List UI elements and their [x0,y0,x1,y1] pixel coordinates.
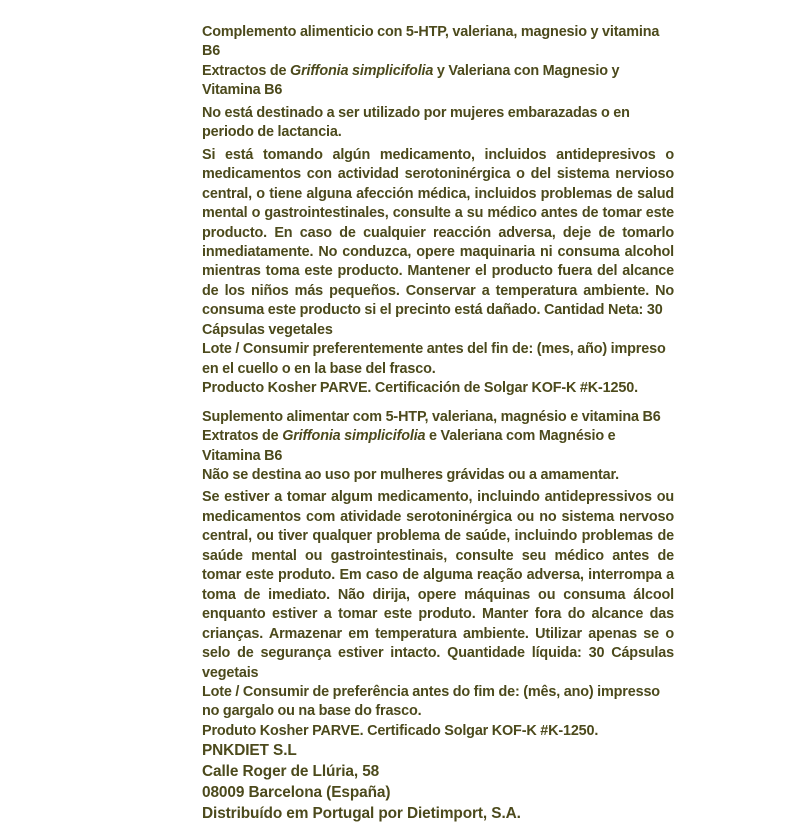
spanish-botanical-name: Griffonia simplicifolia [290,62,434,79]
portuguese-pregnancy-warning: Não se destina ao uso por mulheres grávidas ou a amamentar. [202,466,620,483]
portuguese-section [202,408,674,742]
portuguese-main-warning: Se estiver a tomar algum medicamento, incluindo antidepressivos ou medicamentos com atividade serotoninérgica ou no sistema nervoso central, ou tiver qualquer problema de saúde, incluindo problemas de saúde mental ou gastrointestinais, consulte seu médico antes de tomar este produto. Em caso de alguma reação adversa, interrompa a toma de imediato. Não dirija, opere máquinas ou consuma álcool enquanto estiver a tomar este produto. Manter fora do alcance das crianças. Armazenar em temperatura ambiente. Utilizar apenas se o selo de segurança estiver intacto. Quantidade líquida: 30 Cápsulas vegetais [202,489,674,681]
spanish-main-warning [202,146,674,341]
portuguese-extracts-suffix: e Valeriana com Magnésio e Vitamina B6 [202,428,616,464]
company-name: PNKDIET S.L [202,742,297,760]
spanish-extracts-prefix: Extractos de [202,62,291,79]
label-text-block [202,23,674,825]
company-address-block [202,741,674,824]
spanish-section [202,23,674,399]
spanish-lot-text: Lote / Consumir preferentemente antes del fin de: (mes, año) impreso en el cuello o en la base del frasco. [202,341,666,377]
company-distributor: Distribuído em Portugal por Dietimport, S.A. [202,804,521,822]
spanish-extracts-line [202,62,674,101]
company-street: Calle Roger de Llúria, 58 [202,763,380,781]
spanish-main-warning-lastline: Cápsulas vegetales [202,321,333,338]
portuguese-lot-text: Lote / Consumir de preferência antes do fim de: (mês, ano) impresso no gargalo ou na base do frasco. [202,683,660,720]
portuguese-product-line: Suplemento alimentar com 5-HTP, valeriana, magnésio e vitamina B6 [202,408,661,425]
spanish-pregnancy-warning: No está destinado a ser utilizado por mujeres embarazadas o en periodo de lactancia. [202,104,630,141]
spanish-extracts-suffix: y Valeriana con Magnesio y Vitamina B6 [202,62,620,99]
company-city: 08009 Barcelona (España) [202,783,391,801]
portuguese-extracts-prefix: Extratos de [202,428,283,445]
spanish-kosher-text: Producto Kosher PARVE. Certificación de Solgar KOF-K #K-1250. [202,380,638,397]
portuguese-extracts-line [202,427,674,466]
portuguese-botanical-name: Griffonia simplicifolia [282,428,426,445]
portuguese-kosher-text: Produto Kosher PARVE. Certificado Solgar KOF-K #K-1250. [202,722,599,739]
spanish-main-warning-body: Si está tomando algún medicamento, incluidos antidepresivos o medicamentos con actividad serotoninérgica o del sistema nervioso central, o tiene alguna afección médica, incluidos problemas de salud mental o gastrointestinales, consulte a su médico antes de tomar este producto. En caso de cualquier reacción adversa, deje de tomarlo inmediatamente. No conduzca, opere maquinaria ni consuma alcohol mientras toma este producto. Mantener el producto fuera del alcance de los niños más pequeños. Conservar a temperatura ambiente. No consuma este producto si el precinto está dañado. Cantidad Neta: 30 [202,146,674,319]
spanish-product-line: Complemento alimenticio con 5-HTP, valeriana, magnesio y vitamina B6 [202,24,660,60]
language-spacer [202,399,674,408]
